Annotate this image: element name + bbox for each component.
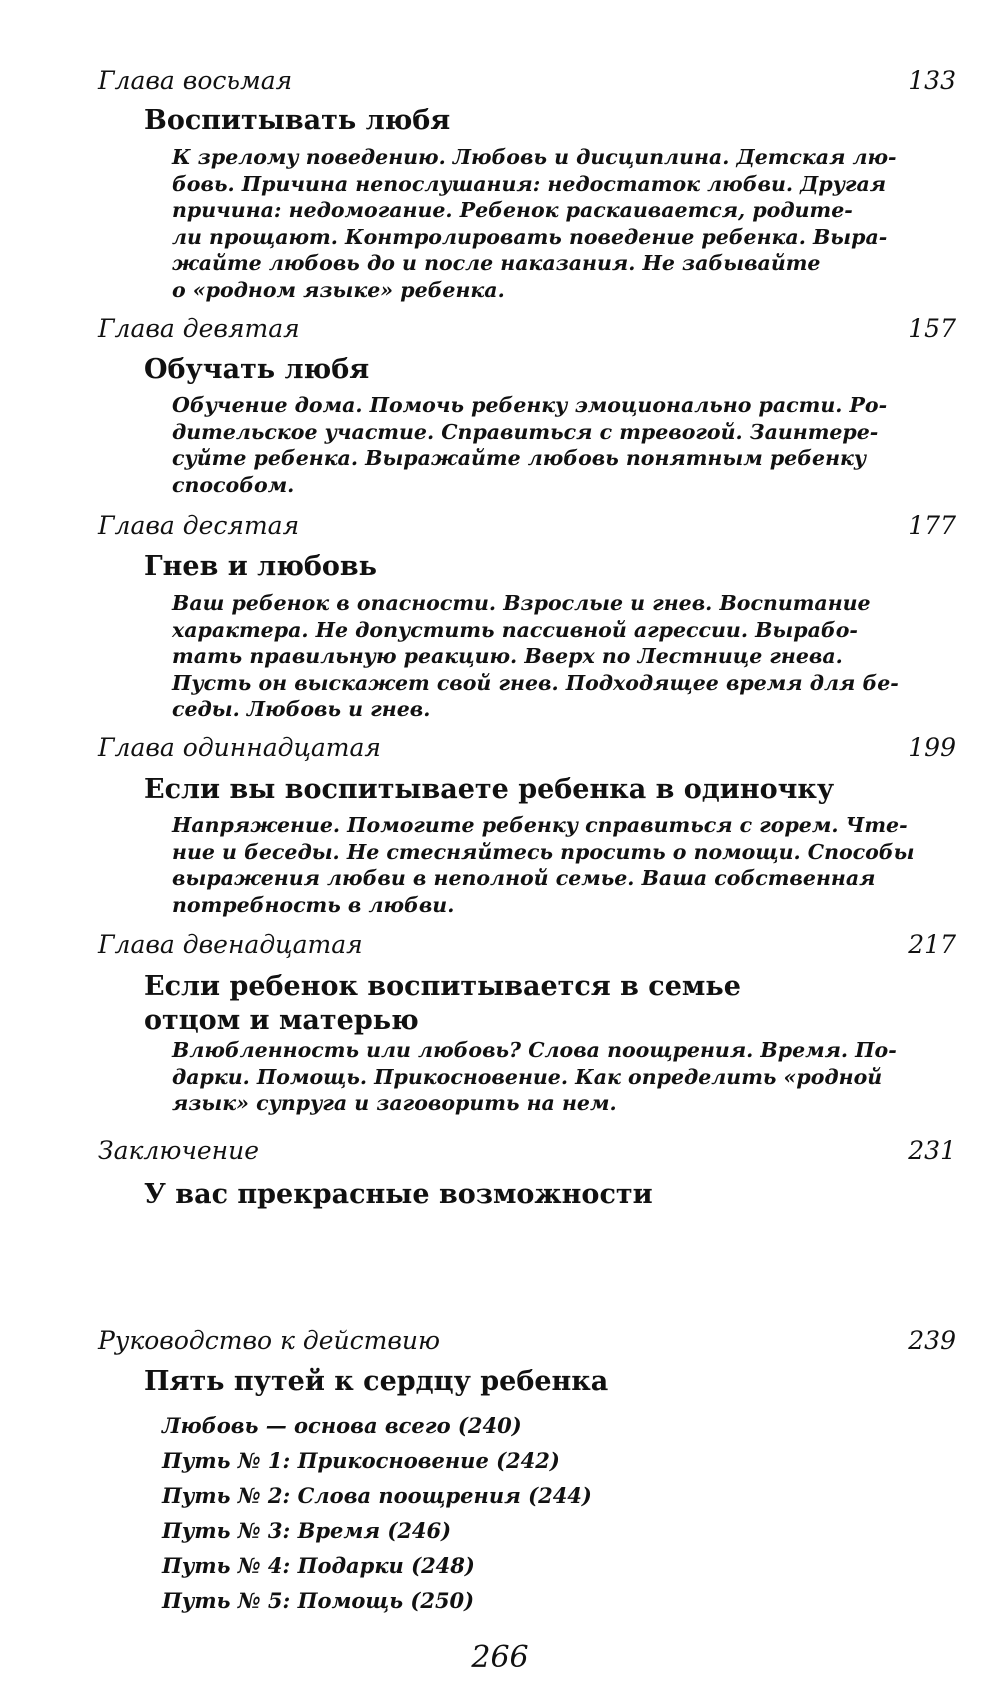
summary-line: Обучение дома. Помочь ребенку эмоционально расти. Ро-	[172, 393, 888, 417]
chapter-label: Глава десятая	[98, 511, 300, 540]
guide-subsection-item: Путь № 2: Слова поощрения (244)	[162, 1483, 592, 1508]
chapter-title-line: Воспитывать любя	[144, 105, 451, 136]
chapter-page-number: 177	[908, 511, 956, 540]
chapter-label: Глава одиннадцатая	[98, 733, 381, 762]
chapter-label: Глава восьмая	[98, 66, 293, 95]
summary-line: способом.	[172, 472, 295, 497]
chapter-title-line: Если вы воспитываете ребенка в одиночку	[144, 774, 835, 805]
summary-line: дительское участие. Справиться с тревогой. Заинтере-	[172, 419, 879, 444]
summary-line: потребность в любви.	[172, 892, 455, 917]
summary-line: суйте ребенка. Выражайте любовь понятным ребенку	[172, 446, 867, 470]
chapter-title	[144, 104, 844, 138]
chapter-title	[144, 1178, 844, 1212]
chapter-label: Руководство к действию	[98, 1326, 440, 1355]
chapter-page-number: 217	[908, 930, 956, 959]
chapter-title	[144, 970, 844, 1038]
chapter-title-line: У вас прекрасные возможности	[144, 1179, 653, 1210]
summary-line: Ваш ребенок в опасности. Взрослые и гнев. Воспитание	[172, 591, 871, 615]
summary-line: ние и беседы. Не стесняйтесь просить о помощи. Способы	[172, 839, 915, 864]
chapter-title-line: Обучать любя	[144, 354, 370, 385]
summary-line: язык» супруга и заговорить на нем.	[172, 1091, 617, 1115]
chapter-page-number: 133	[908, 66, 956, 95]
chapter-label: Глава двенадцатая	[98, 930, 363, 959]
guide-subsection-item: Любовь — основа всего (240)	[162, 1413, 522, 1438]
summary-line: К зрелому поведению. Любовь и дисциплина. Детская лю-	[172, 145, 897, 169]
chapter-title	[144, 353, 844, 387]
summary-line: ли прощают. Контролировать поведение ребенка. Выра-	[172, 224, 888, 249]
summary-line: жайте любовь до и после наказания. Не забывайте	[172, 251, 821, 275]
summary-line: бовь. Причина непослушания: недостаток любви. Другая	[172, 171, 887, 196]
chapter-page-number: 231	[908, 1136, 956, 1165]
chapter-summary	[172, 812, 915, 918]
chapter-title	[144, 1365, 844, 1399]
summary-line: о «родном языке» ребенка.	[172, 277, 505, 302]
summary-line: характера. Не допустить пассивной агрессии. Вырабо-	[172, 617, 858, 642]
guide-subsection-item: Путь № 5: Помощь (250)	[162, 1588, 475, 1613]
summary-line: седы. Любовь и гнев.	[172, 697, 431, 721]
chapter-summary	[172, 1037, 907, 1117]
summary-line: Напряжение. Помогите ребенку справиться с горем. Чте-	[172, 813, 908, 837]
footer-page-number: 266	[471, 1640, 529, 1675]
chapter-page-number: 239	[908, 1326, 956, 1355]
guide-subsection-list	[162, 1408, 592, 1618]
summary-line: Влюбленность или любовь? Слова поощрения. Время. По-	[172, 1038, 897, 1062]
summary-line: Пусть он выскажет свой гнев. Подходящее время для бе-	[172, 670, 899, 695]
chapter-summary	[172, 144, 907, 303]
summary-line: выражения любви в неполной семье. Ваша собственная	[172, 866, 876, 890]
summary-line: дарки. Помощь. Прикосновение. Как определить «родной	[172, 1064, 883, 1089]
chapter-title	[144, 773, 844, 807]
chapter-title-line: Если ребенок воспитывается в семье	[144, 971, 741, 1002]
chapter-summary	[172, 392, 907, 498]
guide-subsection-item: Путь № 3: Время (246)	[162, 1518, 452, 1543]
guide-subsection-item: Путь № 1: Прикосновение (242)	[162, 1448, 560, 1473]
chapter-title-line: Гнев и любовь	[144, 551, 377, 582]
chapter-page-number: 157	[908, 314, 956, 343]
chapter-title	[144, 550, 844, 584]
chapter-summary	[172, 590, 907, 723]
chapter-page-number: 199	[908, 733, 956, 762]
summary-line: причина: недомогание. Ребенок раскаивается, родите-	[172, 198, 853, 222]
summary-line: тать правильную реакцию. Вверх по Лестнице гнева.	[172, 644, 843, 668]
guide-subsection-item: Путь № 4: Подарки (248)	[162, 1553, 475, 1578]
chapter-title-line: Пять путей к сердцу ребенка	[144, 1366, 609, 1397]
chapter-label: Заключение	[98, 1136, 260, 1165]
chapter-label: Глава девятая	[98, 314, 300, 343]
chapter-title-line: отцом и матерью	[144, 1005, 419, 1036]
